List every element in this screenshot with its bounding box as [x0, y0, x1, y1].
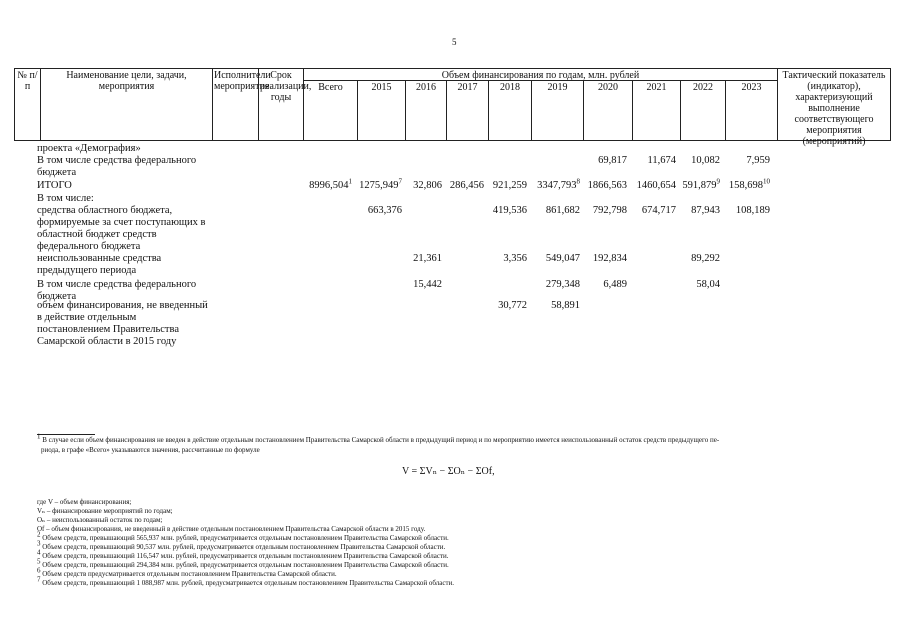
formula-legend: Oₙ – неиспользованный остаток по годам;	[37, 516, 163, 524]
page-number: 5	[452, 37, 457, 47]
row-value: 11,674	[647, 155, 676, 166]
row-value: 108,189	[735, 205, 770, 216]
row-value: 58,891	[551, 300, 580, 311]
footnote-ref: 9	[716, 177, 720, 186]
header-executors: Исполнители мероприятия	[212, 68, 259, 141]
row-value: 69,817	[598, 155, 627, 166]
row-value: 286,456	[449, 180, 484, 191]
row-label: В том числе средства федерального бюджета	[37, 155, 197, 178]
footnote-1: $^1$ В случае если объем финансирования не введен в действие отдельным постановлением Правительства Самарской области в предыдущий период и по мероприятию имеется неиспользованный остаток средств предыдущего пе-	[37, 432, 720, 444]
formula-legend: Vₙ – финансирование мероприятий по годам;	[37, 507, 173, 515]
row-value: 7,959	[746, 155, 770, 166]
header-num: № п/п	[14, 68, 41, 141]
header-name: Наименование цели, задачи, мероприятия	[40, 68, 213, 141]
header-year-2017: 2017	[446, 80, 489, 141]
formula-legend: где V – объем финансирования;	[37, 498, 132, 506]
footnote-ref: 1	[37, 432, 41, 441]
footnote-5: $^5$ Объем средств, превышающий 294,384 млн. рублей, предусматривается отдельным постановлением Правительства Самарской области.	[37, 557, 449, 569]
row-label: средства областного бюджета, формируемые за счет поступающих в областной бюджет средств федерального бюджета	[37, 205, 206, 252]
formula: V = ΣVₙ − ΣOₙ − ΣOf,	[402, 466, 495, 477]
row-value: 663,376	[367, 205, 402, 216]
header-year-2022: 2022	[680, 80, 726, 141]
header-year-2018: 2018	[488, 80, 532, 141]
row-label: неиспользованные средства предыдущего периода	[37, 253, 162, 276]
row-value: 89,292	[691, 253, 720, 264]
header-year-2015: 2015	[357, 80, 406, 141]
footnote-ref: 8	[576, 177, 580, 186]
row-value: 21,361	[413, 253, 442, 264]
row-value: 3,356	[503, 253, 527, 264]
header-year-2016: 2016	[405, 80, 447, 141]
header-year-2021: 2021	[632, 80, 681, 141]
header-indicator: Тактический показатель (индикатор), характеризующий выполнение соответствующего мероприятия (мероприятий)	[777, 68, 891, 141]
row-label: объем финансирования, не введенный в действие отдельным постановлением Правительства Самарской области в 2015 году	[37, 300, 208, 347]
row-label: В том числе средства федерального бюджета	[37, 279, 197, 302]
row-value: 3347,793$^8$	[537, 177, 580, 191]
row-value: 15,442	[413, 279, 442, 290]
footnote-6: $^6$ Объем средств предусматривается отдельным постановлением Правительства Самарской области.	[37, 566, 337, 578]
footnote-3: $^3$ Объем средств, превышающий 90,537 млн. рублей, предусматривается отдельным постановлением Правительства Самарской области.	[37, 539, 446, 551]
row-label: В том числе:	[37, 193, 94, 204]
header-financing: Объем финансирования по годам, млн. рублей	[303, 68, 778, 81]
row-value: 549,047	[545, 253, 580, 264]
row-label: проекта «Демография»	[37, 143, 141, 154]
row-value: 674,717	[641, 205, 676, 216]
row-value: 58,04	[696, 279, 720, 290]
header-year-2023: 2023	[725, 80, 778, 141]
footnote-1-cont: риода, в графе «Всего» указываются значения, рассчитанные по формуле	[41, 446, 260, 454]
header-total: Всего	[303, 80, 358, 141]
row-value: 158,698$^{10}$	[728, 177, 770, 191]
row-value: 32,806	[413, 180, 442, 191]
row-value: 1275,949$^7$	[359, 177, 402, 191]
row-value: 792,798	[592, 205, 627, 216]
row-value: 921,259	[492, 180, 527, 191]
row-value: 10,082	[691, 155, 720, 166]
row-value: 1460,654	[636, 180, 676, 191]
row-value: 419,536	[492, 205, 527, 216]
row-value: 861,682	[545, 205, 580, 216]
row-label: ИТОГО	[37, 180, 72, 191]
row-value: 1866,563	[587, 180, 627, 191]
row-value: 192,834	[592, 253, 627, 264]
row-value: 30,772	[498, 300, 527, 311]
header-year-2020: 2020	[583, 80, 633, 141]
footnote-2: $^2$ Объем средств, превышающий 565,937 млн. рублей, предусматривается отдельным постановлением Правительства Самарской области.	[37, 530, 449, 542]
row-value: 8996,504$^1$	[309, 177, 352, 191]
row-value: 279,348	[545, 279, 580, 290]
formula-legend: Of – объем финансирования, не введенный в действие отдельным постановлением Правительства Самарской области в 2015 году.	[37, 525, 426, 533]
row-value: 87,943	[691, 205, 720, 216]
footnote-ref: 1	[348, 177, 352, 186]
footnote-ref: 7	[398, 177, 402, 186]
row-value: 591,879$^9$	[682, 177, 720, 191]
footnote-7: $^7$ Объем средств, превышающий 1 088,987 млн. рублей, предусматривается отдельным постановлением Правительства Самарской области.	[37, 575, 455, 587]
footnote-ref: 10	[763, 177, 770, 186]
header-year-2019: 2019	[531, 80, 584, 141]
header-term: Срок реализации, годы	[258, 68, 304, 141]
row-value: 6,489	[603, 279, 627, 290]
footnote-4: $^4$ Объем средств, превышающий 116,547 млн. рублей, предусматривается отдельным постановлением Правительства Самарской области.	[37, 548, 449, 560]
footnote-separator	[37, 434, 95, 435]
